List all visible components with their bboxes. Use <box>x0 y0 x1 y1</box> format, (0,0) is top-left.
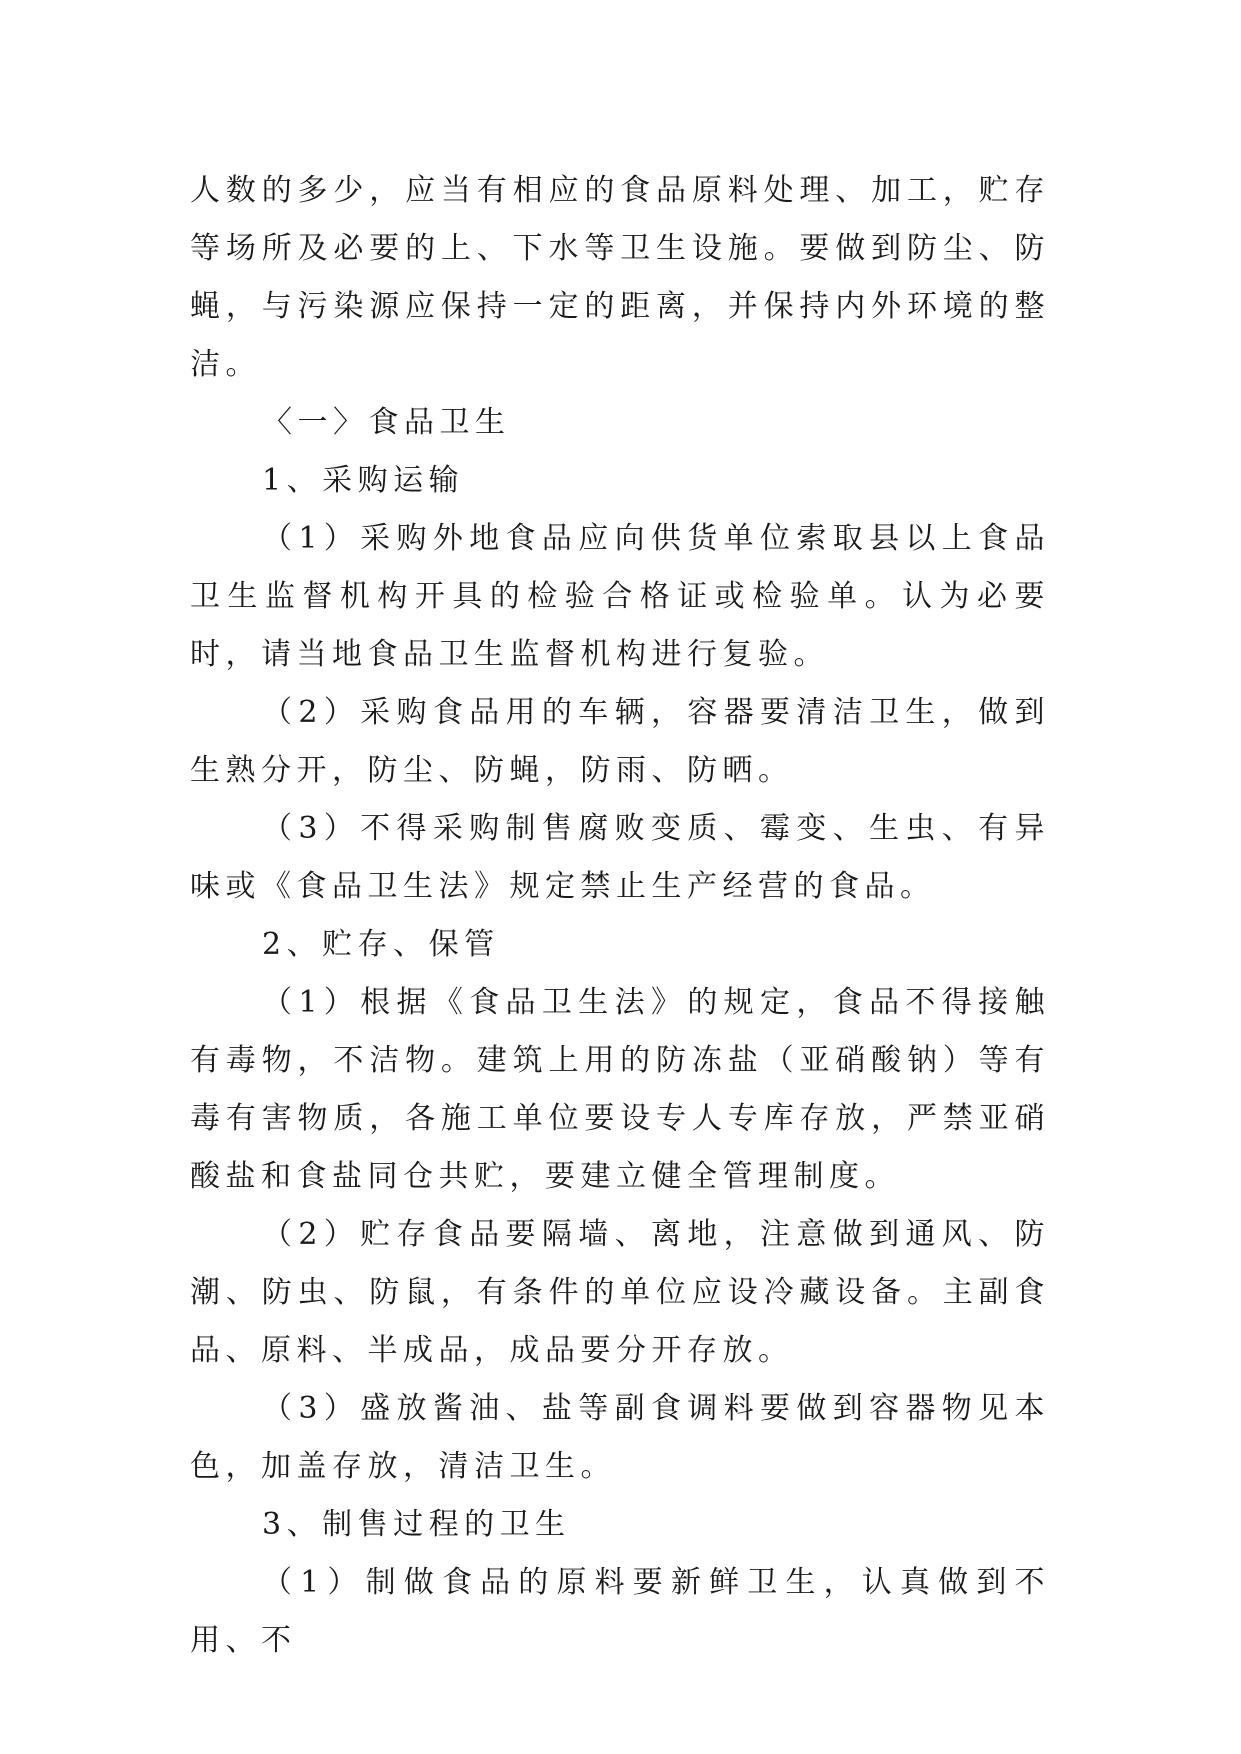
subsection-heading-production-sales: 3、制售过程的卫生 <box>262 1507 571 1542</box>
paragraph-purchase-2: （2）采购食品用的车辆，容器要清洁卫生，做到生熟分开，防尘、防蝇，防雨、防晒。 <box>190 695 1050 788</box>
section-heading-food-hygiene: 〈一〉食品卫生 <box>262 405 511 440</box>
paragraph-storage-3: （3）盛放酱油、盐等副食调料要做到容器物见本色，加盖存放，清洁卫生。 <box>190 1391 1050 1484</box>
paragraph-purchase-3: （3）不得采购制售腐败变质、霉变、生虫、有异味或《食品卫生法》规定禁止生产经营的食品。 <box>190 811 1050 904</box>
paragraph-production-1: （1）制做食品的原料要新鲜卫生，认真做到不用、不 <box>190 1565 1050 1658</box>
paragraph-intro: 人数的多少，应当有相应的食品原料处理、加工，贮存等场所及必要的上、下水等卫生设施。要做到防尘、防蝇，与污染源应保持一定的距离，并保持内外环境的整洁。 <box>190 173 1050 382</box>
subsection-heading-purchase-transport: 1、采购运输 <box>262 463 465 498</box>
paragraph-storage-2: （2）贮存食品要隔墙、离地，注意做到通风、防潮、防虫、防鼠，有条件的单位应设冷藏设备。主副食品、原料、半成品，成品要分开存放。 <box>190 1217 1050 1368</box>
subsection-heading-storage: 2、贮存、保管 <box>262 927 500 962</box>
paragraph-purchase-1: （1）采购外地食品应向供货单位索取县以上食品卫生监督机构开具的检验合格证或检验单。认为必要时，请当地食品卫生监督机构进行复验。 <box>190 521 1050 672</box>
document-page <box>190 162 1050 1670</box>
paragraph-storage-1: （1）根据《食品卫生法》的规定，食品不得接触有毒物，不洁物。建筑上用的防冻盐（亚硝酸钠）等有毒有害物质，各施工单位要设专人专库存放，严禁亚硝酸盐和食盐同仓共贮，要建立健全管理制度。 <box>190 985 1050 1194</box>
